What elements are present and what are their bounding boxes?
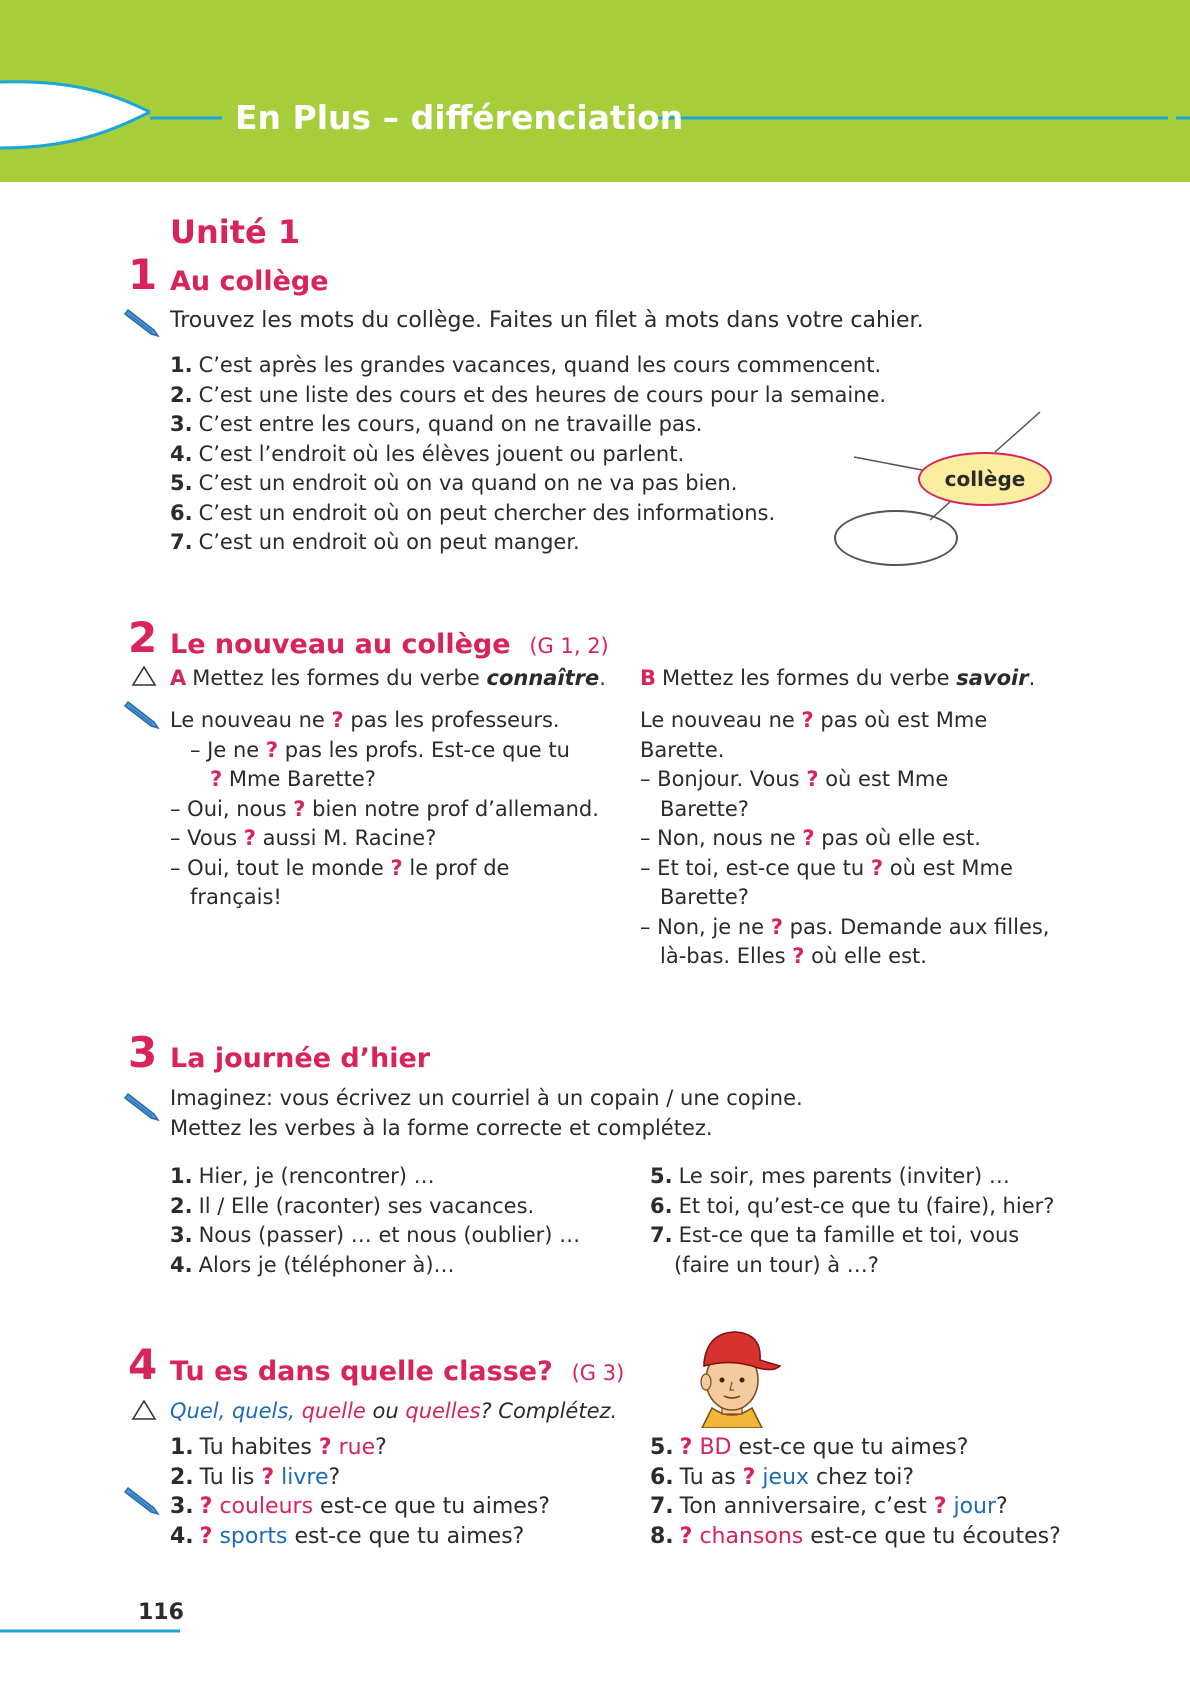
exercise-4-instruction: Quel, quels, quelle ou quelles? Complétez.: [170, 1399, 618, 1423]
exercise-4-title: Tu es dans quelle classe? (G 3): [170, 1356, 625, 1387]
dialogue-line: – Non, je ne ? pas. Demande aux filles, là-bas. Elles ? où elle est.: [640, 914, 1050, 968]
list-item: 4. Alors je (téléphoner à)…: [170, 1252, 455, 1277]
exercise-1-number: 1: [128, 250, 158, 299]
exercise-2a-instruction: A Mettez les formes du verbe connaître.: [170, 666, 606, 690]
header-title: En Plus – différenciation: [235, 98, 684, 137]
list-item: 4. C’est l’endroit où les élèves jouent ou parlent.: [170, 441, 685, 466]
dialogue-line: – Vous ? aussi M. Racine?: [170, 826, 437, 850]
list-item: 8. ? chansons est-ce que tu écoutes?: [650, 1523, 1061, 1549]
list-item: 4. ? sports est-ce que tu aimes?: [170, 1523, 525, 1549]
list-item: 3. ? couleurs est-ce que tu aimes?: [170, 1494, 550, 1519]
list-item: 6. C’est un endroit où on peut chercher des informations.: [170, 500, 776, 525]
triangle-icon: [131, 1399, 157, 1421]
list-item: 7. Ton anniversaire, c’est ? jour?: [650, 1494, 1008, 1519]
exercise-1-instruction: Trouvez les mots du collège. Faites un filet à mots dans votre cahier.: [170, 308, 924, 333]
exercise-3-title: La journée d’hier: [170, 1043, 431, 1074]
exercise-4-number: 4: [128, 1340, 158, 1389]
exercise-2a-dialogue: [170, 706, 640, 913]
dialogue-line: – Non, nous ne ? pas où elle est.: [640, 826, 981, 850]
word-web-empty-bubble: [834, 510, 958, 566]
list-item: 7. C’est un endroit où on peut manger.: [170, 530, 580, 554]
exercise-2-title: Le nouveau au collège (G 1, 2): [170, 629, 609, 660]
list-item: 3. C’est entre les cours, quand on ne travaille pas.: [170, 412, 703, 436]
dialogue-line: – Et toi, est-ce que tu ? où est Mme Barette?: [640, 855, 1013, 909]
dialogue-line: Le nouveau ne ? pas les professeurs.: [170, 708, 560, 732]
exercise-3-instruction-2: Mettez les verbes à la forme correcte et complétez.: [170, 1116, 713, 1140]
dialogue-line: – Oui, tout le monde ? le prof de français!: [170, 855, 510, 909]
exercise-3-number: 3: [128, 1028, 158, 1077]
dialogue-line: – Oui, nous ? bien notre prof d’allemand.: [170, 796, 599, 821]
list-item: 5. C’est un endroit où on va quand on ne va pas bien.: [170, 471, 738, 495]
exercise-3-list-right: [650, 1162, 1080, 1280]
dialogue-line: – Je ne ? pas les profs. Est-ce que tu ? Mme Barette?: [190, 737, 570, 791]
list-item: 6. Et toi, qu’est-ce que tu (faire), hier?: [650, 1193, 1055, 1218]
exercise-2-number: 2: [128, 613, 158, 662]
triangle-icon: [131, 665, 157, 687]
exercise-3-instruction-1: Imaginez: vous écrivez un courriel à un copain / une copine.: [170, 1086, 803, 1110]
footer-line: [0, 1628, 200, 1634]
list-item: 2. Il / Elle (raconter) ses vacances.: [170, 1193, 535, 1218]
list-item: 1. C’est après les grandes vacances, quand les cours commencent.: [170, 353, 882, 377]
list-item: 6. Tu as ? jeux chez toi?: [650, 1464, 915, 1490]
pencil-icon: [124, 1484, 160, 1516]
exercise-1-title: Au collège: [170, 266, 329, 297]
exercise-4-ref: (G 3): [571, 1361, 625, 1385]
dialogue-line: – Bonjour. Vous ? où est Mme Barette?: [640, 767, 949, 821]
list-item: 2. Tu lis ? livre?: [170, 1464, 341, 1490]
list-item: 1. Hier, je (rencontrer) …: [170, 1164, 435, 1188]
list-item: 5. Le soir, mes parents (inviter) …: [650, 1164, 1010, 1188]
exercise-2-ref: (G 1, 2): [529, 634, 609, 658]
pencil-icon: [124, 1090, 160, 1122]
unit-title: Unité 1: [170, 213, 301, 251]
page-number: 116: [138, 1600, 184, 1625]
boy-cap-illustration: [682, 1322, 782, 1428]
list-item: 7. Est-ce que ta famille et toi, vous (faire un tour) à …?: [650, 1223, 1020, 1277]
word-web-lines: [0, 0, 1190, 600]
list-item: 5. ? BD est-ce que tu aimes?: [650, 1435, 969, 1460]
exercise-2b-instruction: B Mettez les formes du verbe savoir.: [640, 666, 1036, 690]
exercise-3-list-left: [170, 1162, 640, 1280]
list-item: 3. Nous (passer) … et nous (oublier) …: [170, 1223, 581, 1247]
exercise-4-list-left: [170, 1433, 640, 1551]
list-item: 2. C’est une liste des cours et des heures de cours pour la semaine.: [170, 382, 887, 407]
pencil-icon: [124, 698, 160, 730]
dialogue-line: Le nouveau ne ? pas où est Mme Barette.: [640, 708, 988, 762]
exercise-2b-dialogue: [640, 706, 1070, 972]
word-web-bubble: collège: [918, 452, 1052, 506]
exercise-4-list-right: [650, 1433, 1090, 1551]
list-item: 1. Tu habites ? rue?: [170, 1435, 387, 1460]
